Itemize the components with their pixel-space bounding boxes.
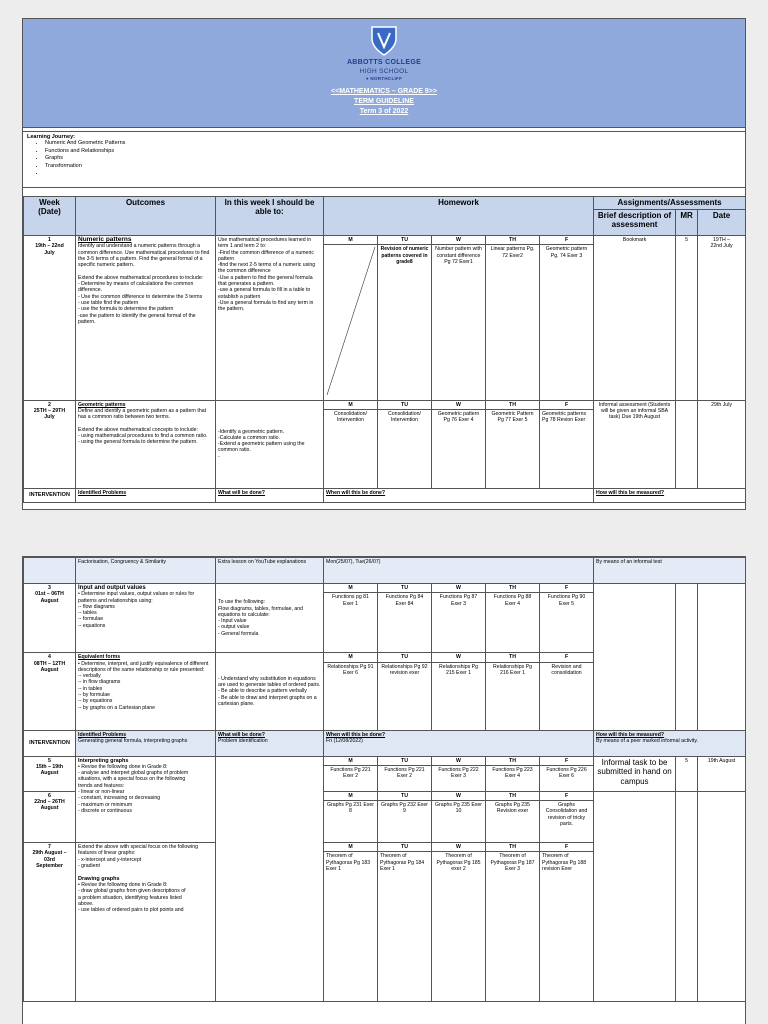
day-label: TU xyxy=(378,843,432,852)
outcome-text: • Determine, interpret, and justify equivalence of different descriptions of the same relationship or rule presented: -- verbally -- in flow diagrams -- in tables -- by formulae -- by equations -- by graphs on a Cartesian plane xyxy=(78,660,209,711)
day-label: M xyxy=(324,653,378,662)
when-done xyxy=(324,730,594,756)
outcome-text: Identify and understand a numeric patterns through a common difference. Use mathematical procedures to find the 3-5 terms of a pattern. Find the general formal of a specific numeric pattern. Extend the above mathematical procedures to include: - Determine by means of calculations the common difference. - Use the common difference to determine the 3 terms - use table find the pattern - use the formula to determine the pattern -use the pattern to identify the general formal of the pattern. xyxy=(78,243,210,325)
day-label: TU xyxy=(378,584,432,593)
term-title: Term 3 of 2022 xyxy=(359,108,409,115)
day-label: TH xyxy=(486,756,540,765)
homework-cell: Relationships Pg 91 Exer 6 xyxy=(324,662,378,730)
week-number: 5 xyxy=(48,757,51,764)
list-item: • Functions and Relationships xyxy=(45,148,741,156)
homework-cell: Relationships Pg 215 Exer 1 xyxy=(432,662,486,730)
school-crest-icon xyxy=(370,25,398,57)
weeks-6-7-assessment xyxy=(594,791,676,1002)
learning-journey-title: Learning Journey: xyxy=(27,134,75,140)
intervention-label: INTERVENTION xyxy=(24,730,76,756)
week-2-cell xyxy=(24,400,76,488)
day-label: TH xyxy=(486,584,540,593)
day-label: TH xyxy=(486,653,540,662)
homework-cell: Graphs Consolidation and revision of tricky parts. xyxy=(540,801,594,843)
outcome-text: • Revise the following done in Grade 8: - analyse and interpret global graphs of problem situations, with a special focus on the following trends and features: - linear or non-linear - constant, increasing or decreasing - maximum or minimum - discrete or continuous xyxy=(78,763,189,814)
problems-detail: Factorisation, Congruency & Similarity xyxy=(76,558,216,584)
what-done xyxy=(216,730,324,756)
week-dates: 01st – 06TH August xyxy=(35,591,64,604)
weeks-3-4-mr xyxy=(676,584,698,731)
day-label: F xyxy=(540,653,594,662)
week-1-outcomes xyxy=(76,236,216,401)
week-dates: 15th – 19th August xyxy=(35,763,64,777)
day-label: F xyxy=(540,756,594,765)
week-dates: 25TH – 29TH July xyxy=(33,407,66,421)
list-item: • Numeric And Geometric Patterns xyxy=(45,140,741,148)
week-dates: 19th – 22nd July xyxy=(35,243,64,256)
weeks-5-6-outcomes xyxy=(76,756,216,843)
day-label: M xyxy=(324,791,378,800)
homework-cell: Number pattern with constant difference Pg 72 Exer1 xyxy=(432,245,486,400)
how-detail: By means of a peer marked informal activity. xyxy=(596,737,699,744)
homework-cell: Graphs Pg 231 Exer 8 xyxy=(324,801,378,843)
day-label: W xyxy=(432,400,486,409)
homework-cell: Functions Pg 221 Exer 2 xyxy=(378,765,432,791)
week-2-mr xyxy=(676,400,698,488)
homework-cell: Functions Pg 88 Exer 4 xyxy=(486,593,540,653)
weeks-5-7-able xyxy=(216,756,324,1002)
term-plan-table-1 xyxy=(23,196,746,503)
day-label: TU xyxy=(378,653,432,662)
homework-cell xyxy=(324,245,378,400)
outcome-title: Interpreting graphs xyxy=(78,757,129,764)
week-5-cell xyxy=(24,756,76,791)
intervention-label: INTERVENTION xyxy=(24,488,76,502)
col-date: Date xyxy=(698,210,746,236)
homework-cell: Geometric pattern Pg 76 Exer 4 xyxy=(432,409,486,488)
week-7-cell xyxy=(24,843,76,1002)
week-1-assessment: Bookmark xyxy=(594,236,676,401)
weeks-6-7-mr xyxy=(676,791,698,1002)
term-plan-table-2 xyxy=(23,557,746,1002)
when-done-label: When will this be done? xyxy=(324,488,594,502)
when-detail: Mon(25/07), Tue(26/07) xyxy=(324,558,594,584)
identified-problems-label: Identified Problems xyxy=(78,731,127,738)
day-label: TU xyxy=(378,791,432,800)
day-label: TH xyxy=(486,236,540,245)
day-label: W xyxy=(432,584,486,593)
homework-cell: Theorem of Pythagoras Pg 185 exer 2 xyxy=(432,852,486,1002)
how-detail: By means of an informal test xyxy=(594,558,746,584)
outcome-title: Drawing graphs xyxy=(78,875,120,882)
outcome-title: Geometric patterns xyxy=(78,401,126,408)
what-detail: Problem identification xyxy=(218,737,268,744)
week-3-able: To use the following: Flow diagrams, tables, formulae, and equations to calculate: - Input value - output value - General formula xyxy=(216,584,324,653)
week-number: 7 xyxy=(48,844,51,851)
when-done-label: When will this be done? xyxy=(326,731,386,738)
outcome-title: Input and output values xyxy=(78,585,146,591)
week-5-assessment: Informal task to be submitted in hand on campus xyxy=(594,756,676,791)
day-label: F xyxy=(540,400,594,409)
week-2-assessment: Informal assessment (Students will be given an informal SBA task) Due 19th August xyxy=(594,400,676,488)
problems-detail: Generating general formula, interpreting graphs xyxy=(78,737,188,744)
homework-cell: Theorem of Pythagoras Pg 184 Exer 1 xyxy=(378,852,432,1002)
day-label: W xyxy=(432,236,486,245)
outcome-text: • Determine input values, output values or rules for patterns and relationships using: -- flow diagrams -- tables -- formulae -- equations xyxy=(78,591,195,629)
homework-cell: Relationships Pg 216 Exer 1 xyxy=(486,662,540,730)
weeks-6-7-date xyxy=(698,791,746,1002)
week-5-mr: 5 xyxy=(676,756,698,791)
homework-cell: Theorem of Pythagoras Pg 183 Exer 1 xyxy=(324,852,378,1002)
day-label: TH xyxy=(486,843,540,852)
day-label: F xyxy=(540,236,594,245)
homework-cell: Geometric Pattern Pg 77 Exer 5 xyxy=(486,409,540,488)
day-label: F xyxy=(540,791,594,800)
week-1-mr: 5 xyxy=(676,236,698,401)
document-page-2 xyxy=(22,556,746,1024)
week-number: 3 xyxy=(48,585,51,591)
weeks-3-4-date xyxy=(698,584,746,731)
day-label: TH xyxy=(486,791,540,800)
col-outcomes: Outcomes xyxy=(76,197,216,236)
diagonal-line-icon xyxy=(325,245,377,397)
week-7-outcomes xyxy=(76,843,216,1002)
weeks-3-4-assessment xyxy=(594,584,676,731)
week-1-cell xyxy=(24,236,76,401)
week-number: 6 xyxy=(48,792,51,799)
how-measured-label: How will this be measured? xyxy=(594,488,746,502)
list-item: • Graphs xyxy=(45,155,741,163)
identified-problems-label: Identified Problems xyxy=(76,488,216,502)
day-label: TU xyxy=(378,400,432,409)
col-brief: Brief description of assessment xyxy=(594,210,676,236)
list-item xyxy=(45,170,741,178)
week-dates: 22nd – 26TH August xyxy=(34,799,65,812)
school-name: ABBOTTS COLLEGE xyxy=(346,59,422,66)
col-week: Week (Date) xyxy=(24,197,76,236)
homework-cell: Linear patterns Pg. 72 Exer2 xyxy=(486,245,540,400)
homework-cell: Functions Pg 226 Exer 6 xyxy=(540,765,594,791)
homework-cell: Functions pg 81 Exer 1 xyxy=(324,593,378,653)
homework-cell: Theorem of Pythagoras Pg 187 Exer 3 xyxy=(486,852,540,1002)
guideline-title: TERM GUIDELINE xyxy=(354,98,414,105)
outcome-title: Equivalent forms xyxy=(78,654,121,661)
homework-cell: Revision of numeric patterns covered in grade8 xyxy=(378,245,432,400)
homework-cell: Relationships Pg 92 revision exer xyxy=(378,662,432,730)
learning-journey xyxy=(23,131,745,188)
what-done-label: What will be done? xyxy=(216,488,324,502)
week-3-outcomes xyxy=(76,584,216,653)
identified-problems xyxy=(76,730,216,756)
outcome-title: Numeric patterns xyxy=(78,236,132,243)
col-homework: Homework xyxy=(324,197,594,236)
learning-journey-list xyxy=(27,140,741,178)
col-able: In this week I should be able to: xyxy=(216,197,324,236)
campus-name: ● NORTHCLIFF xyxy=(365,76,403,81)
intervention-cont-label xyxy=(24,558,76,584)
what-done-label: What will be done? xyxy=(218,731,265,738)
col-assignments: Assignments/Assessments xyxy=(594,197,746,210)
week-number: 4 xyxy=(48,654,51,661)
outcome-text: Extend the above with special focus on the following features of linear graphs: - x-intercept and y-intercept - gradient xyxy=(78,844,198,870)
week-2-outcomes xyxy=(76,400,216,488)
how-measured xyxy=(594,730,746,756)
homework-cell: Consolidation/ Intervention xyxy=(378,409,432,488)
outcome-text: • Revise the following done in Grade 8: - draw global graphs from given descriptions of a problem situation, identifying features listed above. - use tables of ordered pairs to plot points and xyxy=(78,881,186,914)
week-number: 1 xyxy=(48,237,51,243)
homework-cell: Graphs Pg 232 Exer 9 xyxy=(378,801,432,843)
week-dates: 08TH – 12TH August xyxy=(33,660,66,673)
week-dates: 29th August – 03rd September xyxy=(32,850,67,870)
day-label: F xyxy=(540,584,594,593)
week-6-cell xyxy=(24,791,76,842)
col-mr: MR xyxy=(676,210,698,236)
homework-cell: Functions Pg 221 Exer 2 xyxy=(324,765,378,791)
day-label: TU xyxy=(378,756,432,765)
homework-cell: Functions Pg 223 Exer 4 xyxy=(486,765,540,791)
day-label: M xyxy=(324,400,378,409)
homework-cell: Functions Pg 87 Exer 3 xyxy=(432,593,486,653)
homework-cell: Geometric patterns Pg 78 Revion Exer xyxy=(540,409,594,488)
subject-title: <<MATHEMATICS – GRADE 9>> xyxy=(331,88,437,95)
day-label: W xyxy=(432,756,486,765)
day-label: M xyxy=(324,584,378,593)
week-3-cell xyxy=(24,584,76,653)
week-2-able: -Identify a geometric pattern. -Calculate a common ratio. -Extend a geometric pattern using the common ratio. - xyxy=(216,400,324,488)
day-label: W xyxy=(432,653,486,662)
what-detail: Extra lesson on YouTube explanations xyxy=(216,558,324,584)
homework-cell: Graphs Pg 235 Exer 10 xyxy=(432,801,486,843)
day-label: M xyxy=(324,236,378,245)
document-page-1 xyxy=(22,18,746,510)
week-5-date: 19th August xyxy=(698,756,746,791)
week-4-cell xyxy=(24,653,76,730)
day-label: TU xyxy=(378,236,432,245)
day-label: M xyxy=(324,843,378,852)
homework-cell: Revision and consolidation xyxy=(540,662,594,730)
week-4-able: - Understand why substitution in equations are used to generate tables of ordered pairs. - Be able to describe a pattern verbally - Be able to draw and interpret graphs on a cartesian plane. xyxy=(216,653,324,730)
homework-cell: Functions Pg 222 Exer 3 xyxy=(432,765,486,791)
week-4-outcomes xyxy=(76,653,216,730)
outcome-text: Define and identify a geometric pattern as a pattern that has a common ratio between two terms. Extend the above mathematical concepts to include: - using mathematical procedures to find a common ratio. - using the general formula to determine the pattern. xyxy=(78,407,208,446)
homework-cell: Functions Pg 84 Exer 84 xyxy=(378,593,432,653)
homework-cell: Functions Pg 90 Exer 5 xyxy=(540,593,594,653)
day-label: M xyxy=(324,756,378,765)
homework-cell: Graphs Pg 235 Revision exer xyxy=(486,801,540,843)
homework-cell: Geometric pattern Pg. 74 Exer 3 xyxy=(540,245,594,400)
list-item: • Transformation xyxy=(45,163,741,171)
homework-cell: Theorem of Pythagoras Pg 188 revision Exer xyxy=(540,852,594,1002)
week-2-date: 29th July xyxy=(698,400,746,488)
week-1-able: Use mathematical procedures learned in term 1 and term 2 to: -Find the common difference of a numeric pattern -find the next 2-5 terms of a numeric using the common difference -Use a pattern to find the general formula that generates a pattern. -use a general formula to fill in a table to establish a pattern -Use a general formula to find any term in the pattern. xyxy=(216,236,324,401)
document-header xyxy=(23,19,745,128)
homework-cell: Consolidation/ Intervention xyxy=(324,409,378,488)
when-detail: Fri (12/08/2022) xyxy=(326,737,363,744)
day-label: W xyxy=(432,791,486,800)
week-1-date: 19TH – 22nd July xyxy=(698,236,746,401)
how-measured-label: How will this be measured? xyxy=(596,731,665,738)
week-number: 2 xyxy=(48,401,51,408)
school-subtitle: HIGH SCHOOL xyxy=(359,68,409,75)
day-label: TH xyxy=(486,400,540,409)
day-label: F xyxy=(540,843,594,852)
day-label: W xyxy=(432,843,486,852)
